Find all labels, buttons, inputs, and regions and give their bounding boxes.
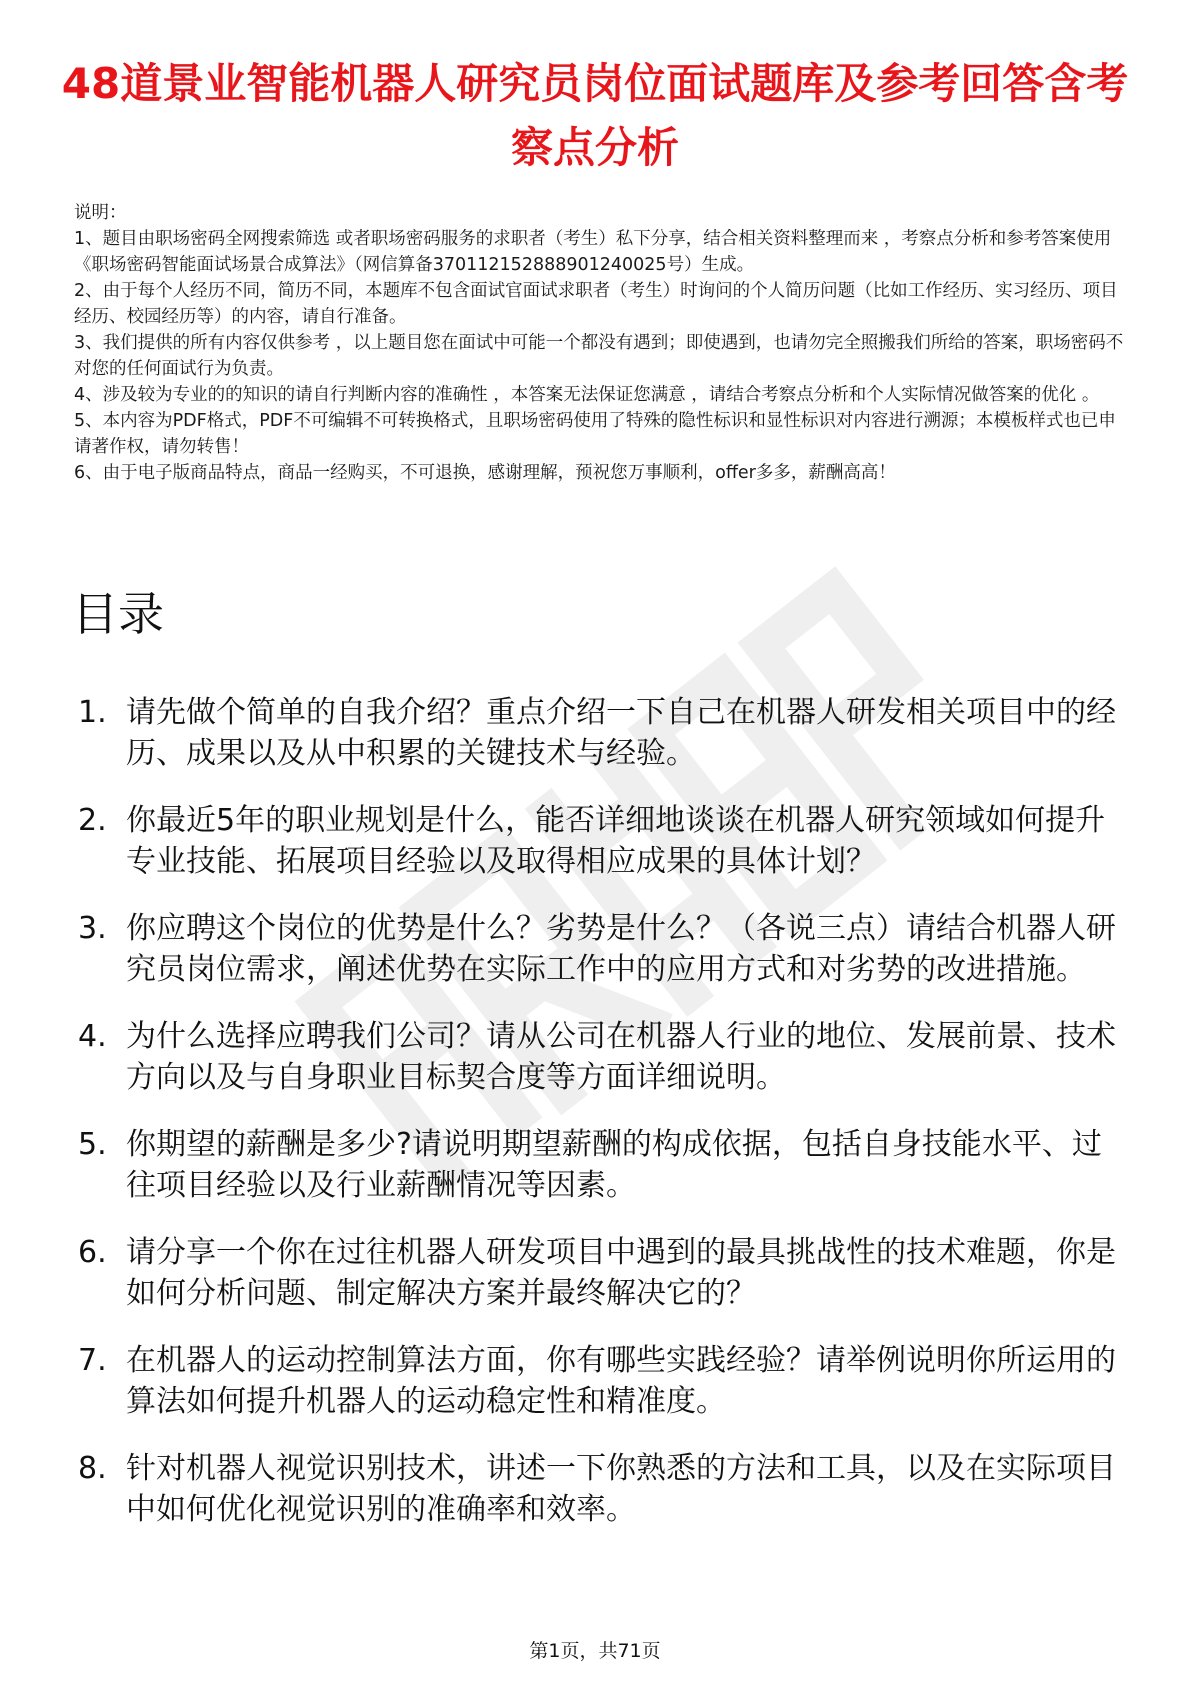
toc-item[interactable] bbox=[78, 800, 1128, 882]
page-number-footer: 第1页，共71页 bbox=[529, 1640, 661, 1662]
toc-item-number: 5. bbox=[78, 1127, 107, 1162]
instruction-item: 5、本内容为PDF格式，PDF不可编辑不可转换格式，且职场密码使用了特殊的隐性标识和显性标识对内容进行溯源；本模板样式也已申请著作权，请勿转售！ bbox=[74, 411, 1116, 457]
instruction-item: 6、由于电子版商品特点，商品一经购买，不可退换，感谢理解，预祝您万事顺利，offer多多，薪酬高高！ bbox=[74, 463, 896, 483]
instruction-item: 1、题目由职场密码全网搜索筛选 或者职场密码服务的求职者（考生）私下分享，结合相关资料整理而来 ，考察点分析和参考答案使用《职场密码智能面试场景合成算法》（网信算备370112152888901240025号）生成。 bbox=[74, 229, 1112, 275]
toc-item-text: 你应聘这个岗位的优势是什么？劣势是什么？（各说三点）请结合机器人研究员岗位需求，阐述优势在实际工作中的应用方式和对劣势的改进措施。 bbox=[126, 911, 1116, 987]
toc-item-number: 1. bbox=[78, 695, 107, 730]
toc-item[interactable] bbox=[78, 908, 1128, 990]
instruction-item: 4、涉及较为专业的的知识的请自行判断内容的准确性 ，本答案无法保证您满意 ，请结合考察点分析和个人实际情况做答案的优化 。 bbox=[74, 385, 1100, 405]
toc-item[interactable] bbox=[78, 1124, 1128, 1206]
instructions-heading: 说明： bbox=[74, 203, 127, 223]
toc-item[interactable] bbox=[78, 1340, 1128, 1422]
instructions-section bbox=[74, 200, 1124, 486]
toc-item-text: 你期望的薪酬是多少?请说明期望薪酬的构成依据，包括自身技能水平、过往项目经验以及行业薪酬情况等因素。 bbox=[126, 1127, 1102, 1203]
toc-item-text: 请先做个简单的自我介绍？重点介绍一下自己在机器人研发相关项目中的经历、成果以及从中积累的关键技术与经验。 bbox=[126, 695, 1116, 771]
toc-item-number: 7. bbox=[78, 1343, 107, 1378]
toc-item-number: 6. bbox=[78, 1235, 107, 1270]
toc-item[interactable] bbox=[78, 692, 1128, 774]
instruction-item: 2、由于每个人经历不同，简历不同，本题库不包含面试官面试求职者（考生）时询问的个人简历问题（比如工作经历、实习经历、项目经历、校园经历等）的内容，请自行准备。 bbox=[74, 281, 1118, 327]
toc-item-text: 为什么选择应聘我们公司？请从公司在机器人行业的地位、发展前景、技术方向以及与自身职业目标契合度等方面详细说明。 bbox=[126, 1019, 1116, 1095]
toc-item[interactable] bbox=[78, 1232, 1128, 1314]
toc-item[interactable] bbox=[78, 1016, 1128, 1098]
toc-item-number: 3. bbox=[78, 911, 107, 946]
toc-item-text: 请分享一个你在过往机器人研发项目中遇到的最具挑战性的技术难题，你是如何分析问题、制定解决方案并最终解决它的？ bbox=[126, 1235, 1116, 1311]
toc-item-number: 2. bbox=[78, 803, 107, 838]
toc-item-number: 4. bbox=[78, 1019, 107, 1054]
toc-item-text: 在机器人的运动控制算法方面，你有哪些实践经验？请举例说明你所运用的算法如何提升机器人的运动稳定性和精准度。 bbox=[126, 1343, 1116, 1419]
document-title: 48道景业智能机器人研究员岗位面试题库及参考回答含考察点分析 bbox=[61, 59, 1129, 172]
toc-list bbox=[78, 692, 1128, 1556]
toc-heading: 目录 bbox=[72, 587, 164, 641]
instruction-item: 3、我们提供的所有内容仅供参考 ，以上题目您在面试中可能一个都没有遇到；即使遇到，也请勿完全照搬我们所给的答案，职场密码不对您的任何面试行为负责。 bbox=[74, 333, 1124, 379]
toc-item-number: 8. bbox=[78, 1451, 107, 1486]
toc-item-text: 针对机器人视觉识别技术，讲述一下你熟悉的方法和工具，以及在实际项目中如何优化视觉识别的准确率和效率。 bbox=[126, 1451, 1116, 1527]
toc-item[interactable] bbox=[78, 1448, 1128, 1530]
toc-item-text: 你最近5年的职业规划是什么，能否详细地谈谈在机器人研究领域如何提升专业技能、拓展项目经验以及取得相应成果的具体计划？ bbox=[126, 803, 1106, 879]
